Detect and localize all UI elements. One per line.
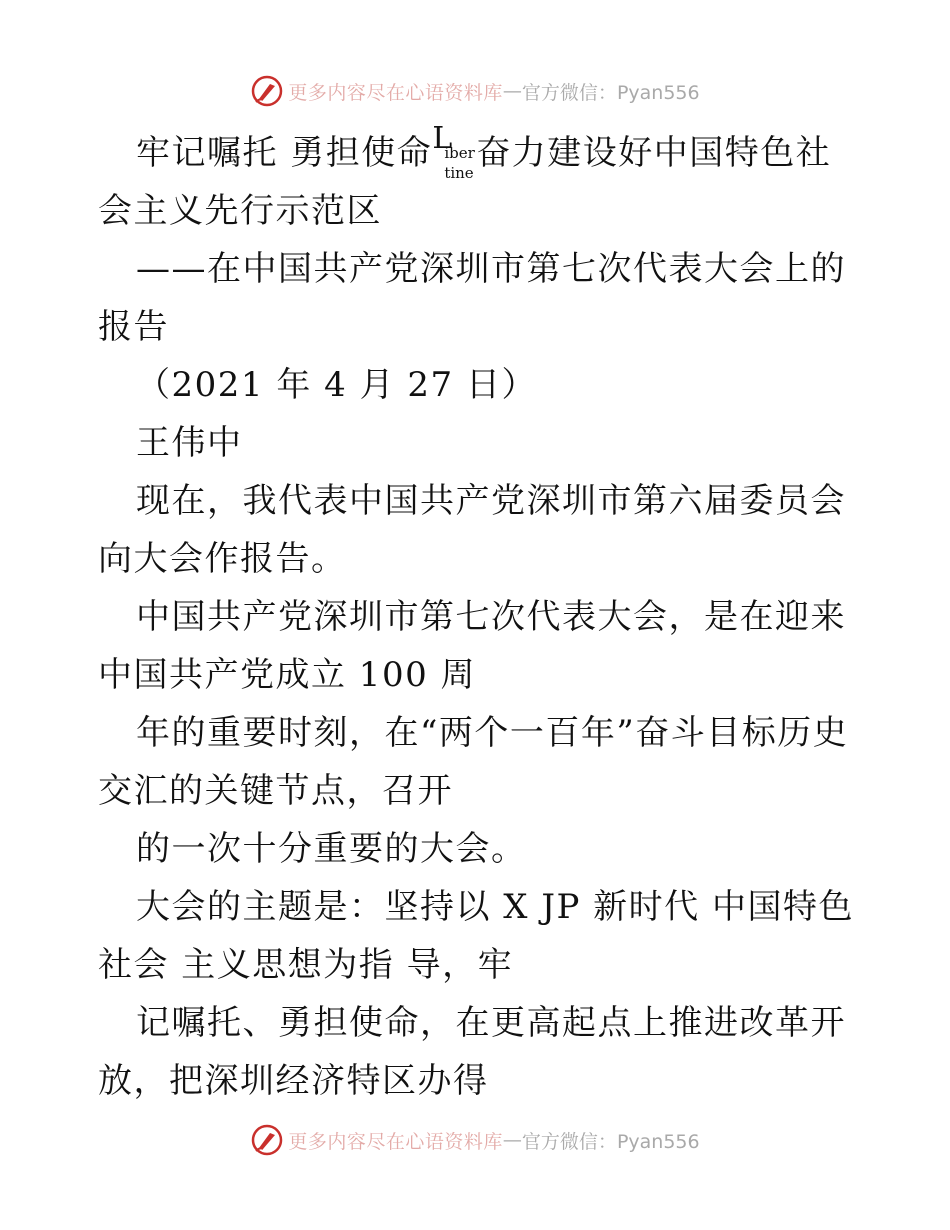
watermark-contact-label: 官方微信： (521, 1130, 617, 1153)
paragraph: 记嘱托、勇担使命，在更高起点上推进改革开放，把深圳经济特区办得 (98, 1003, 846, 1101)
watermark-contact-id: Pyan556 (616, 1130, 700, 1153)
watermark-contact (522, 1127, 700, 1154)
title-ligature-glyph (432, 121, 476, 182)
title-part-2: 奋力建设好中国特色社会主义先行示范区 (98, 133, 832, 231)
paragraph: 年的重要时刻，在“两个一百年”奋斗目标历史交汇的关键节点，召开 (98, 713, 849, 811)
watermark-contact (522, 78, 700, 105)
footer-watermark (0, 1122, 950, 1158)
paragraph: 中国共产党深圳市第七次代表大会，是在迎来中国共产党成立 100 周 (98, 597, 846, 695)
document-subtitle: ——在中国共产党深圳市第七次代表大会上的报告 (98, 249, 846, 347)
watermark-separator: — (502, 80, 522, 102)
red-quill-logo-icon (250, 74, 284, 108)
paragraph: 的一次十分重要的大会。 (136, 829, 527, 869)
watermark-site-text: 更多内容尽在心语资料库 (288, 81, 503, 104)
watermark-contact-id: Pyan556 (616, 81, 700, 104)
title-glyph-sup: iber (444, 144, 475, 162)
title-glyph-big: L (432, 121, 454, 156)
document-author: 王伟中 (136, 423, 243, 463)
document-title (98, 121, 854, 240)
watermark-contact-label: 官方微信： (521, 81, 617, 104)
title-part-1: 牢记嘱托 勇担使命 (136, 133, 433, 173)
watermark-site-text: 更多内容尽在心语资料库 (288, 1130, 503, 1153)
paragraph: 现在，我代表中国共产党深圳市第六届委员会向大会作报告。 (98, 481, 846, 579)
red-quill-logo-icon (250, 1123, 284, 1157)
header-watermark (0, 73, 950, 109)
title-glyph-sub: tine (444, 164, 474, 182)
document-body (98, 121, 854, 1110)
watermark-separator: — (502, 1129, 522, 1151)
paragraph: 大会的主题是：坚持以 X JP 新时代 中国特色社会 主义思想为指 导，牢 (98, 887, 854, 985)
document-date: （2021 年 4 月 27 日） (136, 365, 537, 405)
